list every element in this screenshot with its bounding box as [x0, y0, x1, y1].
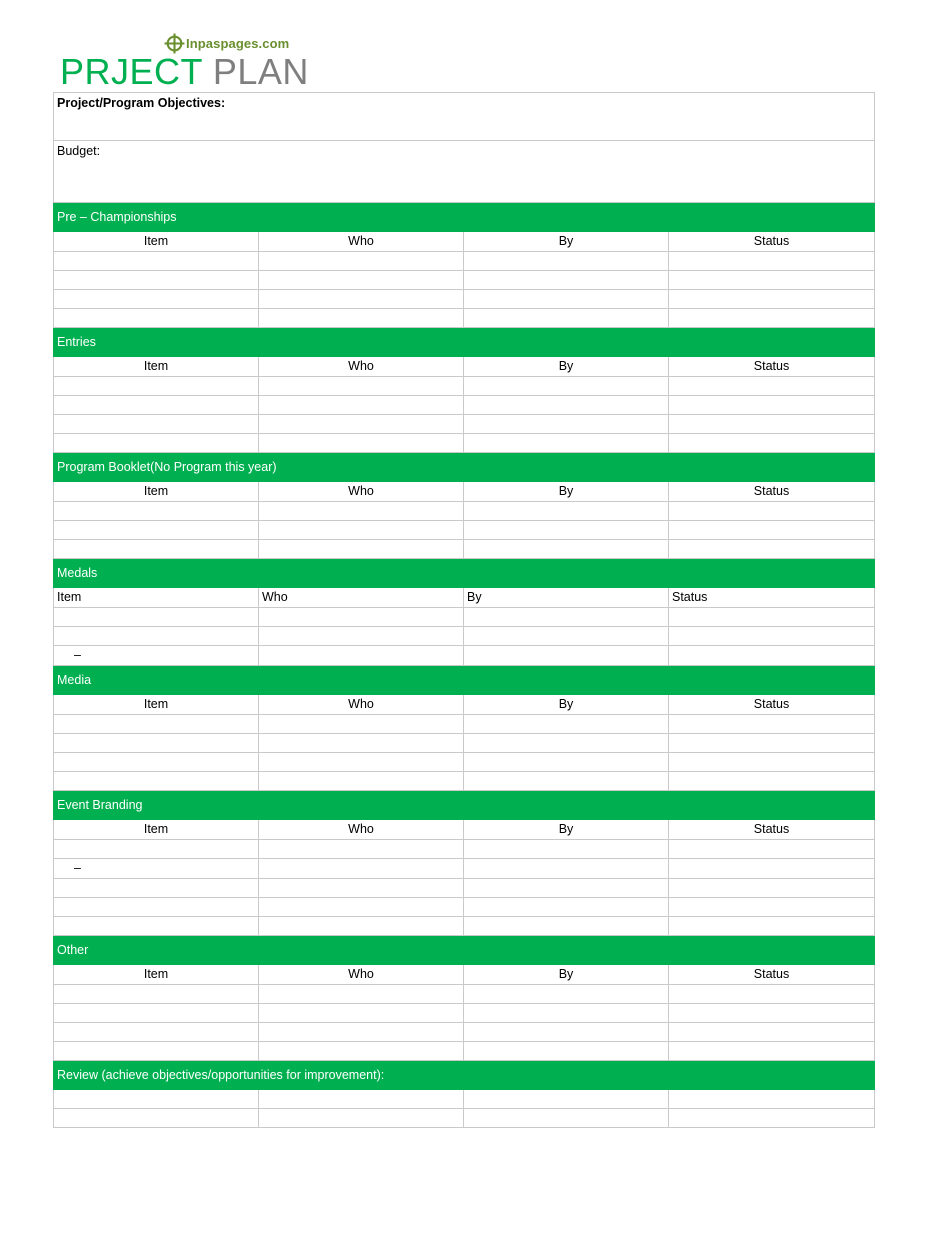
table-row — [54, 879, 875, 898]
table-row — [54, 521, 875, 540]
cell-status[interactable] — [669, 502, 875, 521]
title-part-1: PRJECT — [60, 51, 203, 92]
cell-who[interactable] — [259, 415, 464, 434]
table-row — [54, 753, 875, 772]
table-row — [54, 772, 875, 791]
cell-status[interactable] — [669, 772, 875, 791]
cell-by[interactable] — [464, 879, 669, 898]
cell-item[interactable] — [54, 290, 259, 309]
objectives-label: Project/Program Objectives: — [57, 96, 226, 110]
cell-who[interactable] — [259, 917, 464, 936]
cell-item[interactable] — [54, 917, 259, 936]
table-row — [54, 271, 875, 290]
cell-item[interactable] — [54, 1023, 259, 1042]
table-row — [54, 377, 875, 396]
cell-who[interactable] — [259, 734, 464, 753]
cell-by[interactable] — [464, 1004, 669, 1023]
column-header-who: Who — [259, 695, 464, 715]
cell-status[interactable] — [669, 434, 875, 453]
cell-status[interactable] — [669, 1042, 875, 1061]
cell-by[interactable] — [464, 415, 669, 434]
cell-status[interactable] — [669, 859, 875, 879]
column-header-row — [54, 232, 875, 252]
column-header-item: Item — [54, 357, 259, 377]
section-title: Other — [54, 936, 875, 965]
cell-by[interactable] — [464, 396, 669, 415]
cell-status[interactable] — [669, 898, 875, 917]
cell-status[interactable] — [669, 1004, 875, 1023]
table-row — [54, 252, 875, 271]
cell-by[interactable] — [464, 646, 669, 666]
cell-by[interactable] — [464, 1023, 669, 1042]
column-header-row — [54, 695, 875, 715]
column-header-item: Item — [54, 820, 259, 840]
cell-item[interactable] — [54, 1090, 259, 1109]
cell-by[interactable] — [464, 1109, 669, 1128]
column-header-status: Status — [669, 695, 875, 715]
table-row — [54, 1042, 875, 1061]
cell-status[interactable] — [669, 734, 875, 753]
cell-who[interactable] — [259, 715, 464, 734]
column-header-by: By — [464, 232, 669, 252]
cell-by[interactable] — [464, 377, 669, 396]
column-header-row — [54, 357, 875, 377]
cell-status[interactable] — [669, 415, 875, 434]
section-title: Medals — [54, 559, 875, 588]
table-row — [54, 1090, 875, 1109]
cell-who[interactable] — [259, 859, 464, 879]
table-row — [54, 1109, 875, 1128]
cell-by[interactable] — [464, 985, 669, 1004]
cell-status[interactable] — [669, 1023, 875, 1042]
column-header-who: Who — [259, 588, 464, 608]
column-header-by: By — [464, 695, 669, 715]
cell-status[interactable] — [669, 1109, 875, 1128]
cell-who[interactable] — [259, 985, 464, 1004]
brand-name: Inpaspages.com — [186, 35, 290, 51]
section-header-pre-championships — [54, 203, 875, 232]
cell-who[interactable] — [259, 879, 464, 898]
cell-item[interactable] — [54, 377, 259, 396]
budget-row — [54, 141, 875, 203]
cell-item[interactable] — [54, 753, 259, 772]
cell-by[interactable] — [464, 309, 669, 328]
cell-by[interactable] — [464, 290, 669, 309]
cell-status[interactable] — [669, 840, 875, 859]
cell-by[interactable] — [464, 734, 669, 753]
section-header-media — [54, 666, 875, 695]
cell-by[interactable] — [464, 1090, 669, 1109]
cell-item[interactable]: – — [54, 646, 259, 666]
column-header-who: Who — [259, 232, 464, 252]
cell-who[interactable] — [259, 646, 464, 666]
column-header-row — [54, 820, 875, 840]
cell-item[interactable] — [54, 715, 259, 734]
cell-item[interactable] — [54, 1004, 259, 1023]
cell-by[interactable] — [464, 1042, 669, 1061]
cell-item[interactable] — [54, 627, 259, 646]
column-header-row — [54, 588, 875, 608]
section-header-event-branding — [54, 791, 875, 820]
project-plan-table — [53, 92, 875, 1128]
budget-label: Budget: — [57, 144, 101, 158]
cell-who[interactable] — [259, 1023, 464, 1042]
section-title: Media — [54, 666, 875, 695]
cell-item[interactable] — [54, 898, 259, 917]
section-header-medals — [54, 559, 875, 588]
table-row — [54, 917, 875, 936]
table-row — [54, 396, 875, 415]
cell-status[interactable] — [669, 271, 875, 290]
cell-status[interactable] — [669, 715, 875, 734]
page-title — [60, 50, 309, 94]
cell-status[interactable] — [669, 627, 875, 646]
column-header-by: By — [464, 820, 669, 840]
table-row — [54, 840, 875, 859]
column-header-item: Item — [54, 695, 259, 715]
table-row — [54, 1004, 875, 1023]
cell-who[interactable] — [259, 627, 464, 646]
section-title: Program Booklet(No Program this year) — [54, 453, 875, 482]
cell-who[interactable] — [259, 521, 464, 540]
cell-by[interactable] — [464, 859, 669, 879]
cell-who[interactable] — [259, 1042, 464, 1061]
cell-item[interactable] — [54, 521, 259, 540]
cell-who[interactable] — [259, 1004, 464, 1023]
cell-item[interactable] — [54, 415, 259, 434]
cell-by[interactable] — [464, 627, 669, 646]
cell-who[interactable] — [259, 252, 464, 271]
cell-item[interactable]: – — [54, 859, 259, 879]
column-header-who: Who — [259, 965, 464, 985]
cell-who[interactable] — [259, 1090, 464, 1109]
cell-who[interactable] — [259, 608, 464, 627]
column-header-by: By — [464, 965, 669, 985]
table-row — [54, 415, 875, 434]
section-title: Entries — [54, 328, 875, 357]
section-title: Review (achieve objectives/opportunities for improvement): — [54, 1061, 875, 1090]
cell-by[interactable] — [464, 753, 669, 772]
column-header-who: Who — [259, 820, 464, 840]
cell-who[interactable] — [259, 772, 464, 791]
cell-by[interactable] — [464, 540, 669, 559]
cell-item[interactable] — [54, 271, 259, 290]
table-row — [54, 985, 875, 1004]
cell-by[interactable] — [464, 252, 669, 271]
column-header-who: Who — [259, 357, 464, 377]
objectives-cell[interactable] — [54, 93, 875, 141]
cell-status[interactable] — [669, 396, 875, 415]
cell-status[interactable] — [669, 985, 875, 1004]
table-row — [54, 715, 875, 734]
cell-who[interactable] — [259, 753, 464, 772]
column-header-item: Item — [54, 482, 259, 502]
column-header-status: Status — [669, 357, 875, 377]
section-title: Pre – Championships — [54, 203, 875, 232]
cell-who[interactable] — [259, 309, 464, 328]
column-header-by: By — [464, 588, 669, 608]
cell-item[interactable] — [54, 396, 259, 415]
cell-by[interactable] — [464, 502, 669, 521]
cell-status[interactable] — [669, 1090, 875, 1109]
table-row — [54, 608, 875, 627]
table-row — [54, 859, 875, 879]
cell-by[interactable] — [464, 772, 669, 791]
cell-by[interactable] — [464, 434, 669, 453]
cell-status[interactable] — [669, 646, 875, 666]
budget-cell[interactable] — [54, 141, 875, 203]
cell-by[interactable] — [464, 840, 669, 859]
cell-who[interactable] — [259, 898, 464, 917]
table-row — [54, 627, 875, 646]
title-part-2: PLAN — [212, 51, 309, 92]
cell-status[interactable] — [669, 917, 875, 936]
objectives-row — [54, 93, 875, 141]
section-header-other — [54, 936, 875, 965]
column-header-row — [54, 965, 875, 985]
cell-item[interactable] — [54, 734, 259, 753]
cell-status[interactable] — [669, 753, 875, 772]
column-header-item: Item — [54, 588, 259, 608]
cell-who[interactable] — [259, 271, 464, 290]
project-plan-sheet — [53, 92, 874, 1128]
cell-item[interactable] — [54, 608, 259, 627]
cell-item[interactable] — [54, 502, 259, 521]
section-header-review — [54, 1061, 875, 1090]
cell-item[interactable] — [54, 540, 259, 559]
cell-who[interactable] — [259, 1109, 464, 1128]
cell-item[interactable] — [54, 252, 259, 271]
cell-by[interactable] — [464, 271, 669, 290]
table-row — [54, 502, 875, 521]
table-row — [54, 309, 875, 328]
cell-item[interactable] — [54, 1109, 259, 1128]
table-row — [54, 734, 875, 753]
column-header-by: By — [464, 357, 669, 377]
cell-who[interactable] — [259, 290, 464, 309]
cell-by[interactable] — [464, 898, 669, 917]
table-row — [54, 646, 875, 666]
table-row — [54, 290, 875, 309]
column-header-who: Who — [259, 482, 464, 502]
cell-who[interactable] — [259, 502, 464, 521]
cell-item[interactable] — [54, 985, 259, 1004]
cell-status[interactable] — [669, 252, 875, 271]
cell-who[interactable] — [259, 540, 464, 559]
cell-by[interactable] — [464, 917, 669, 936]
column-header-status: Status — [669, 820, 875, 840]
cell-status[interactable] — [669, 377, 875, 396]
cell-item[interactable] — [54, 772, 259, 791]
cell-who[interactable] — [259, 434, 464, 453]
column-header-status: Status — [669, 482, 875, 502]
cell-status[interactable] — [669, 290, 875, 309]
cell-status[interactable] — [669, 540, 875, 559]
column-header-item: Item — [54, 232, 259, 252]
cell-item[interactable] — [54, 434, 259, 453]
section-header-entries — [54, 328, 875, 357]
section-title: Event Branding — [54, 791, 875, 820]
cell-status[interactable] — [669, 309, 875, 328]
cell-item[interactable] — [54, 840, 259, 859]
column-header-status: Status — [669, 232, 875, 252]
table-row — [54, 434, 875, 453]
table-row — [54, 540, 875, 559]
column-header-by: By — [464, 482, 669, 502]
cell-who[interactable] — [259, 396, 464, 415]
cell-status[interactable] — [669, 879, 875, 898]
cell-who[interactable] — [259, 840, 464, 859]
table-row — [54, 898, 875, 917]
cell-who[interactable] — [259, 377, 464, 396]
cell-item[interactable] — [54, 879, 259, 898]
column-header-row — [54, 482, 875, 502]
cell-by[interactable] — [464, 521, 669, 540]
cell-by[interactable] — [464, 608, 669, 627]
section-header-program-booklet — [54, 453, 875, 482]
column-header-status: Status — [669, 588, 875, 608]
cell-item[interactable] — [54, 309, 259, 328]
cell-item[interactable] — [54, 1042, 259, 1061]
cell-status[interactable] — [669, 521, 875, 540]
cell-status[interactable] — [669, 608, 875, 627]
column-header-status: Status — [669, 965, 875, 985]
column-header-item: Item — [54, 965, 259, 985]
cell-by[interactable] — [464, 715, 669, 734]
table-row — [54, 1023, 875, 1042]
